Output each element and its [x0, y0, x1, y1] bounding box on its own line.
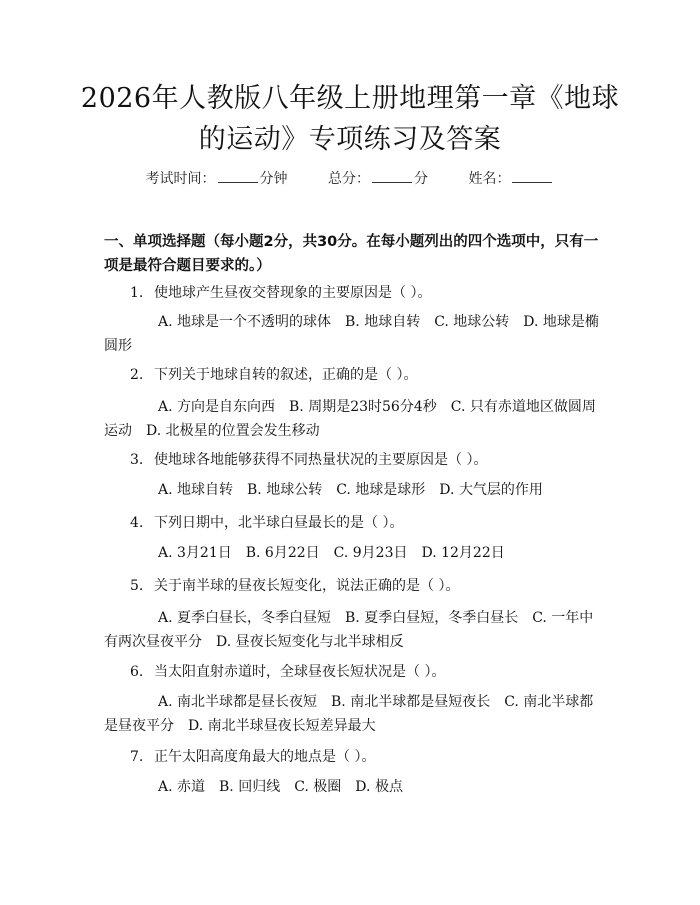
question-number: 6.	[130, 664, 144, 680]
score-unit: 分	[414, 171, 428, 187]
question-stem	[104, 448, 604, 472]
question-text: 使地球各地能够获得不同热量状况的主要原因是（ ）。	[154, 452, 488, 468]
question-number: 7.	[130, 749, 144, 765]
question-text: 正午太阳高度角最大的地点是（ ）。	[154, 749, 376, 765]
question-options: A. 夏季白昼长，冬季白昼短 B. 夏季白昼短，冬季白昼长 C. 一年中有两次昼夜平分 D. 昼夜长短变化与北半球相反	[104, 610, 594, 650]
question-options: A. 地球是一个不透明的球体 B. 地球自转 C. 地球公转 D. 地球是椭圆形	[104, 314, 599, 354]
question-text: 关于南半球的昼夜长短变化，说法正确的是（ ）。	[154, 578, 460, 594]
question-number: 2.	[130, 367, 144, 383]
title-line-2: 的运动》专项练习及答案	[198, 124, 502, 155]
score-blank	[372, 170, 412, 183]
question-stem	[104, 574, 604, 598]
question-number: 4.	[130, 515, 144, 531]
question-text: 当太阳直射赤道时，全球昼夜长短状况是（ ）。	[154, 664, 446, 680]
total-score	[328, 171, 432, 187]
question-options: A. 3月21日 B. 6月22日 C. 9月23日 D. 12月22日	[158, 545, 505, 561]
exam-time-unit: 分钟	[259, 171, 288, 187]
question-options: A. 地球自转 B. 地球公转 C. 地球是球形 D. 大气层的作用	[158, 482, 543, 498]
question-number: 3.	[130, 452, 144, 468]
question-stem	[104, 511, 604, 535]
exam-meta	[0, 168, 700, 188]
score-label: 总分：	[328, 171, 370, 187]
question-options: A. 南北半球都是昼长夜短 B. 南北半球都是昼短夜长 C. 南北半球都是昼夜平分 D. 南北半球昼夜长短差异最大	[104, 694, 594, 734]
question-stem	[104, 363, 604, 387]
question-text: 使地球产生昼夜交替现象的主要原因是（ ）。	[154, 285, 432, 301]
question-text: 下列日期中，北半球白昼最长的是（ ）。	[154, 515, 404, 531]
question-number: 1.	[130, 285, 144, 301]
question-options: A. 赤道 B. 回归线 C. 极圈 D. 极点	[158, 779, 403, 795]
exam-time	[146, 171, 292, 187]
name-label: 姓名：	[468, 171, 511, 187]
question-number: 5.	[130, 578, 144, 594]
name-blank	[512, 170, 552, 183]
exam-time-blank	[218, 170, 258, 183]
title-line-1: 2026年人教版八年级上册地理第一章《地球	[80, 83, 620, 114]
document-title	[60, 78, 640, 160]
section-heading: 一、单项选择题（每小题2分，共30分。在每小题列出的四个选项中，只有一项是最符合题目要求的。）	[104, 234, 599, 274]
exam-time-label: 考试时间：	[145, 171, 216, 187]
question-text: 下列关于地球自转的叙述，正确的是（ ）。	[154, 367, 418, 383]
question-options: A. 方向是自东向西 B. 周期是23时56分4秒 C. 只有赤道地区做圆周运动 D. 北极星的位置会发生移动	[104, 399, 596, 439]
question-stem	[104, 745, 604, 769]
student-name	[468, 171, 554, 187]
question-stem	[104, 281, 604, 305]
question-stem	[104, 660, 604, 684]
